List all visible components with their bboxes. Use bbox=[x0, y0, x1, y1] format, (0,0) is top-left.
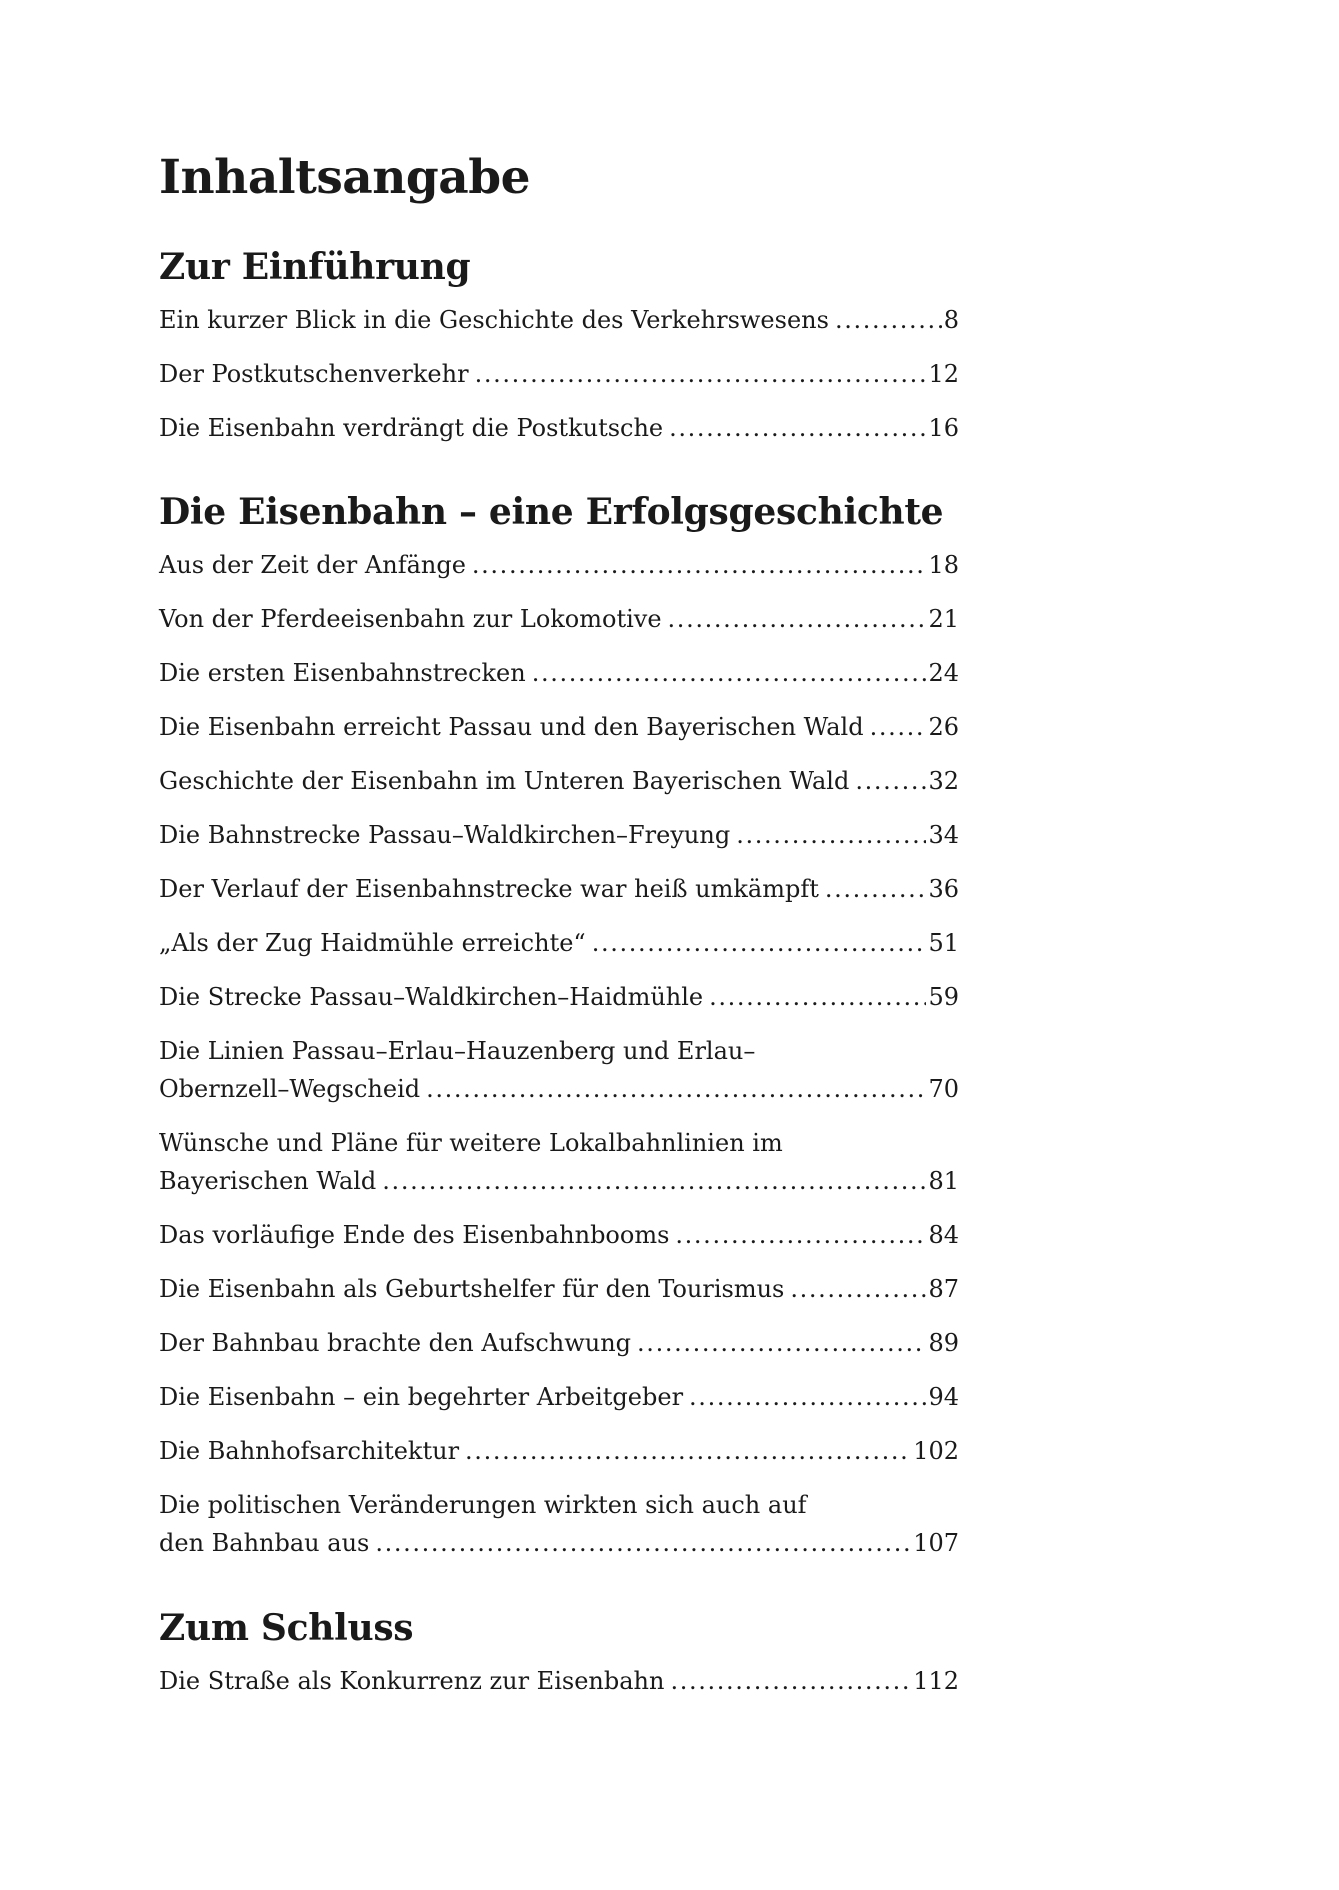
entry-title: Aus der Zeit der Anfänge bbox=[159, 551, 466, 579]
entry-title: Obernzell–Wegscheid bbox=[159, 1075, 421, 1103]
entry-title: Ein kurzer Blick in die Geschichte des Verkehrswesens bbox=[159, 306, 829, 334]
entry-row bbox=[159, 600, 959, 638]
page-number: 102 bbox=[913, 1437, 959, 1465]
entry-title: Die Bahnstrecke Passau–Waldkirchen–Freyung bbox=[159, 821, 731, 849]
toc-entry bbox=[159, 1032, 959, 1108]
entry-row bbox=[159, 1662, 959, 1700]
toc-entry bbox=[159, 1486, 959, 1562]
entry-list bbox=[159, 546, 959, 1562]
section-title: Die Eisenbahn – eine Erfolgsgeschichte bbox=[159, 491, 944, 533]
entry-title: Das vorläufige Ende des Eisenbahnbooms bbox=[159, 1221, 670, 1249]
page-number: 8 bbox=[943, 306, 959, 334]
toc-entry bbox=[159, 924, 959, 962]
dot-leader bbox=[675, 1216, 926, 1254]
entry-row bbox=[159, 654, 959, 692]
page-number: 12 bbox=[928, 360, 959, 388]
page-number: 70 bbox=[928, 1075, 959, 1103]
toc-section bbox=[159, 1606, 959, 1700]
entry-row bbox=[159, 1070, 959, 1108]
dot-leader bbox=[669, 409, 926, 447]
entry-list bbox=[159, 1662, 959, 1700]
entry-row bbox=[159, 301, 959, 339]
dot-leader bbox=[668, 600, 927, 638]
page-number: 81 bbox=[928, 1167, 959, 1195]
dot-leader bbox=[736, 816, 926, 854]
entry-row bbox=[159, 762, 959, 800]
toc-entry bbox=[159, 762, 959, 800]
entry-title: Die ersten Eisenbahnstrecken bbox=[159, 659, 526, 687]
page-number: 51 bbox=[928, 929, 959, 957]
entry-row bbox=[159, 1270, 959, 1308]
dot-leader bbox=[825, 870, 927, 908]
entry-title: Bayerischen Wald bbox=[159, 1167, 377, 1195]
toc-sections bbox=[159, 245, 959, 1700]
entry-row bbox=[159, 816, 959, 854]
toc-section bbox=[159, 245, 959, 447]
toc-entry bbox=[159, 978, 959, 1016]
dot-leader bbox=[835, 301, 942, 339]
entry-title: Die Eisenbahn – ein begehrter Arbeitgeber bbox=[159, 1383, 684, 1411]
entry-row bbox=[159, 1324, 959, 1362]
entry-title: Geschichte der Eisenbahn im Unteren Bayerischen Wald bbox=[159, 767, 850, 795]
entry-title: Die Eisenbahn verdrängt die Postkutsche bbox=[159, 414, 664, 442]
page-number: 84 bbox=[928, 1221, 959, 1249]
toc-entry bbox=[159, 1378, 959, 1416]
toc-entry bbox=[159, 355, 959, 393]
entry-row bbox=[159, 1378, 959, 1416]
toc-entry bbox=[159, 654, 959, 692]
entry-list bbox=[159, 301, 959, 447]
section-title: Zum Schluss bbox=[159, 1607, 414, 1649]
entry-row bbox=[159, 924, 959, 962]
toc-entry bbox=[159, 1270, 959, 1308]
dot-leader bbox=[382, 1162, 926, 1200]
toc-entry bbox=[159, 600, 959, 638]
page-title: Inhaltsangabe bbox=[159, 150, 531, 205]
entry-row bbox=[159, 708, 959, 746]
dot-leader bbox=[855, 762, 926, 800]
entry-row bbox=[159, 1432, 959, 1470]
entry-row bbox=[159, 1524, 959, 1562]
entry-title: den Bahnbau aus bbox=[159, 1529, 370, 1557]
entry-title: Der Bahnbau brachte den Aufschwung bbox=[159, 1329, 632, 1357]
page-number: 87 bbox=[928, 1275, 959, 1303]
entry-title: Die Straße als Konkurrenz zur Eisenbahn bbox=[159, 1667, 665, 1695]
toc-entry bbox=[159, 1324, 959, 1362]
entry-title: „Als der Zug Haidmühle erreichte“ bbox=[159, 929, 586, 957]
entry-title-line: Die Linien Passau–Erlau–Hauzenberg und Erlau– bbox=[159, 1037, 756, 1065]
dot-leader bbox=[709, 978, 926, 1016]
page-number: 24 bbox=[928, 659, 959, 687]
toc-entry bbox=[159, 546, 959, 584]
entry-title: Die Eisenbahn erreicht Passau und den Bayerischen Wald bbox=[159, 713, 864, 741]
dot-leader bbox=[426, 1070, 926, 1108]
page-number: 107 bbox=[913, 1529, 959, 1557]
entry-row bbox=[159, 1162, 959, 1200]
page-number: 16 bbox=[928, 414, 959, 442]
dot-leader bbox=[790, 1270, 926, 1308]
dot-leader bbox=[472, 546, 927, 584]
toc-entry bbox=[159, 1432, 959, 1470]
dot-leader bbox=[670, 1662, 911, 1700]
dot-leader bbox=[637, 1324, 926, 1362]
entry-title: Die Eisenbahn als Geburtshelfer für den Tourismus bbox=[159, 1275, 785, 1303]
toc-entry bbox=[159, 1216, 959, 1254]
entry-title: Der Verlauf der Eisenbahnstrecke war heiß umkämpft bbox=[159, 875, 819, 903]
entry-title-line: Die politischen Veränderungen wirkten sich auch auf bbox=[159, 1491, 807, 1519]
toc-entry bbox=[159, 816, 959, 854]
dot-leader bbox=[375, 1524, 911, 1562]
dot-leader bbox=[465, 1432, 911, 1470]
entry-row bbox=[159, 1216, 959, 1254]
page-number: 112 bbox=[913, 1667, 959, 1695]
entry-title: Der Postkutschenverkehr bbox=[159, 360, 469, 388]
dot-leader bbox=[532, 654, 927, 692]
dot-leader bbox=[475, 355, 927, 393]
toc-entry bbox=[159, 1662, 959, 1700]
section-title: Zur Einführung bbox=[159, 246, 471, 288]
entry-row bbox=[159, 978, 959, 1016]
dot-leader bbox=[870, 708, 927, 746]
table-of-contents bbox=[159, 148, 959, 1700]
entry-title: Die Strecke Passau–Waldkirchen–Haidmühle bbox=[159, 983, 704, 1011]
page-number: 89 bbox=[928, 1329, 959, 1357]
toc-entry bbox=[159, 708, 959, 746]
toc-entry bbox=[159, 301, 959, 339]
entry-row bbox=[159, 409, 959, 447]
entry-title: Von der Pferdeeisenbahn zur Lokomotive bbox=[159, 605, 662, 633]
page-number: 36 bbox=[928, 875, 959, 903]
toc-entry bbox=[159, 409, 959, 447]
page-number: 21 bbox=[928, 605, 959, 633]
toc-entry bbox=[159, 1124, 959, 1200]
dot-leader bbox=[592, 924, 927, 962]
page-number: 26 bbox=[928, 713, 959, 741]
entry-row bbox=[159, 355, 959, 393]
page-number: 94 bbox=[928, 1383, 959, 1411]
entry-row bbox=[159, 546, 959, 584]
entry-title-line: Wünsche und Pläne für weitere Lokalbahnlinien im bbox=[159, 1129, 783, 1157]
page-number: 34 bbox=[928, 821, 959, 849]
page-number: 59 bbox=[928, 983, 959, 1011]
entry-title: Die Bahnhofsarchitektur bbox=[159, 1437, 460, 1465]
page-number: 32 bbox=[928, 767, 959, 795]
dot-leader bbox=[689, 1378, 926, 1416]
entry-row bbox=[159, 870, 959, 908]
toc-section bbox=[159, 490, 959, 1562]
page-number: 18 bbox=[928, 551, 959, 579]
toc-entry bbox=[159, 870, 959, 908]
